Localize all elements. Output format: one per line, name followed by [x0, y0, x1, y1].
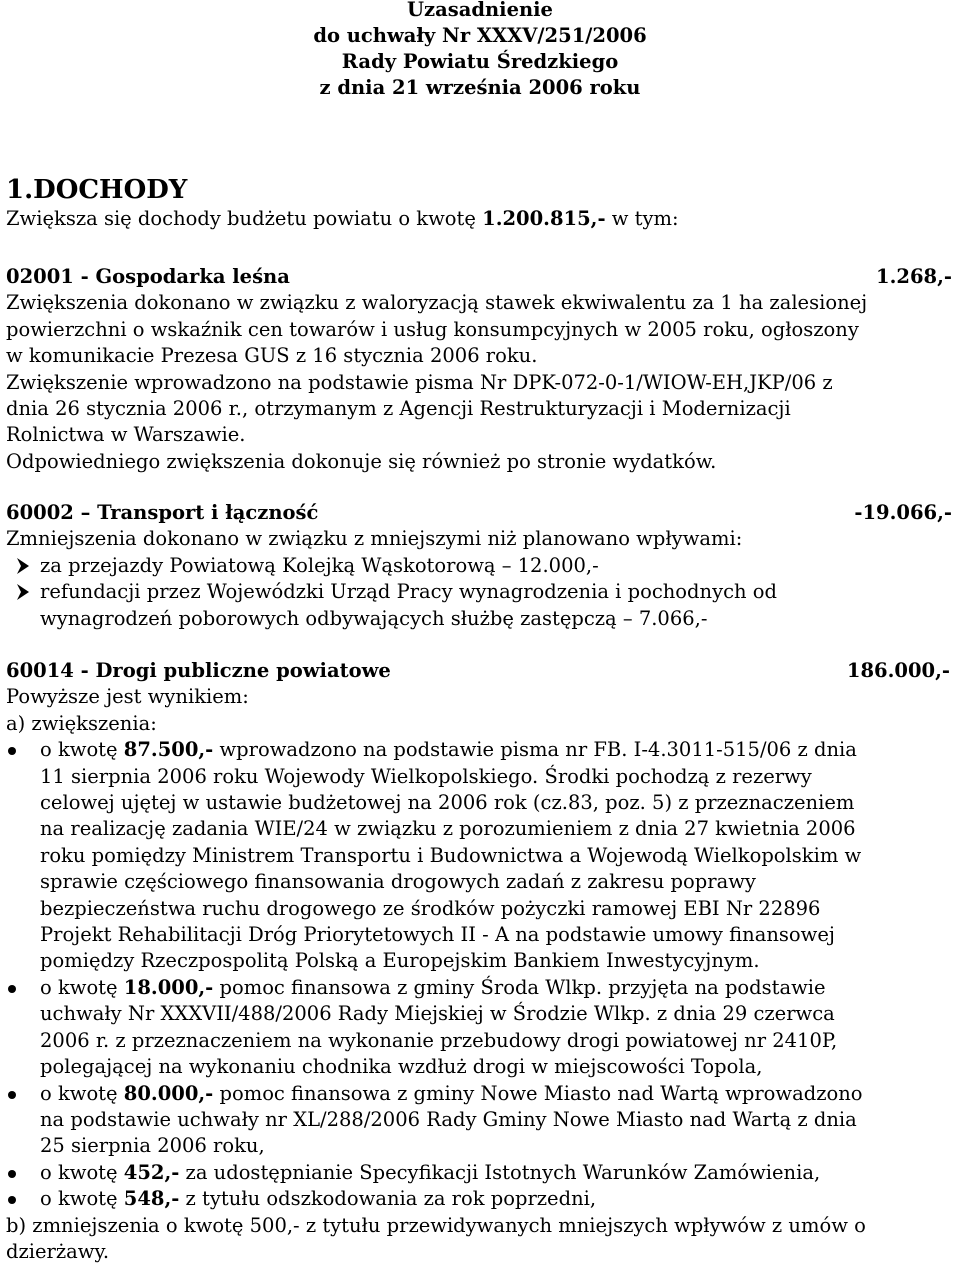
- text-line: [40, 975, 956, 1001]
- text-line: uchwały Nr XXXVII/488/2006 Rady Miejskiej w Środzie Wlkp. z dnia 29 czerwca: [40, 1002, 835, 1026]
- section-income: [6, 176, 956, 232]
- amount-value: 548,-: [123, 1187, 180, 1211]
- text-line: [40, 737, 956, 763]
- paragraph: [6, 290, 956, 369]
- result-line: Powyższe jest wynikiem:: [6, 685, 249, 709]
- text-line: Zwiększenia dokonano w związku z waloryzacją stawek ekwiwalentu za 1 ha zalesionej: [6, 291, 868, 315]
- text-line: Zwiększenie wprowadzono na podstawie pisma Nr DPK-072-0-1/WIOW-EH,JKP/06 z: [6, 370, 833, 394]
- text-line: 2006 r. z przeznaczeniem na wykonanie przebudowy drogi powiatowej nr 2410P,: [40, 1028, 838, 1052]
- text-line: Projekt Rehabilitacji Dróg Priorytetowych II - A na podstawie umowy finansowej: [40, 923, 835, 947]
- arrow-list: [6, 553, 956, 632]
- text-line: roku pomiędzy Ministrem Transportu i Budownictwa a Wojewodą Wielkopolskim w: [40, 843, 862, 867]
- amount-prefix: o kwotę: [40, 738, 124, 762]
- amount-prefix: o kwotę: [40, 1187, 124, 1211]
- amount-value: 87.500,-: [123, 738, 214, 762]
- block-heading-row: [6, 500, 956, 526]
- text-line: w komunikacie Prezesa GUS z 16 stycznia 2006 roku.: [6, 344, 538, 368]
- intro-text: Zwiększa się dochody budżetu powiatu o kwotę: [6, 207, 483, 230]
- block-title: 60014 - Drogi publiczne powiatowe: [6, 659, 391, 682]
- block-title: 02001 - Gospodarka leśna: [6, 265, 290, 288]
- amount-prefix: o kwotę: [40, 975, 124, 999]
- text-line: Rolnictwa w Warszawie.: [6, 423, 246, 447]
- paragraph: [6, 370, 956, 449]
- intro-suffix: w tym:: [605, 207, 679, 230]
- arrow-bullet-icon: [6, 579, 36, 609]
- text-line: 25 sierpnia 2006 roku,: [40, 1134, 265, 1158]
- section-intro: [6, 206, 956, 232]
- text-line: powierzchni o wskaźnik cen towarów i usług konsumpcyjnych w 2005 roku, ogłoszony: [6, 317, 859, 341]
- bullet-list: [6, 737, 956, 1212]
- text-line: polegającej na wykonaniu chodnika wzdłuż drogi w miejscowości Topola,: [40, 1055, 763, 1079]
- text-line: na podstawie uchwały nr XL/288/2006 Rady Gminy Nowe Miasto nad Wartą z dnia: [40, 1107, 857, 1131]
- document-header: [40, 0, 920, 101]
- amount-description: za udostępnianie Specyfikacji Istotnych Warunków Zamówienia,: [179, 1160, 821, 1184]
- bullet-list-item: [6, 975, 956, 1081]
- text-line: na realizację zadania WIE/24 w związku z porozumieniem z dnia 27 kwietnia 2006: [40, 817, 856, 841]
- amount-description: z tytułu odszkodowania za rok poprzedni,: [179, 1187, 597, 1211]
- text-line: [40, 1186, 956, 1212]
- text-line: celowej ujętej w ustawie budżetowej na 2006 rok (cz.83, poz. 5) z przeznaczeniem: [40, 791, 855, 815]
- intro-amount: 1.200.815,-: [482, 207, 606, 230]
- text-line: za przejazdy Powiatową Kolejką Wąskotorową – 12.000,-: [40, 553, 599, 577]
- decrease-paragraph: [6, 1213, 956, 1266]
- block-60014: [6, 658, 956, 1265]
- block-60002: [6, 500, 956, 632]
- block-amount: -19.066,-: [854, 501, 952, 524]
- paragraph: Odpowiedniego zwiększenia dokonuje się również po stronie wydatków.: [6, 449, 717, 473]
- block-amount: 186.000,-: [846, 659, 950, 682]
- bullet-dot-icon: [8, 1196, 16, 1204]
- bullet-dot-icon: [8, 747, 16, 755]
- bullet-list-item: [6, 1081, 956, 1160]
- text-line: [40, 1160, 956, 1186]
- increase-label: a) zwiększenia:: [6, 711, 157, 735]
- text-line: dzierżawy.: [6, 1239, 110, 1263]
- text-line: dnia 26 stycznia 2006 r., otrzymanym z Agencji Restrukturyzacji i Modernizacji: [6, 397, 791, 421]
- amount-prefix: o kwotę: [40, 1081, 124, 1105]
- text-line: 11 sierpnia 2006 roku Wojewody Wielkopolskiego. Środki pochodzą z rezerwy: [40, 764, 812, 788]
- text-line: bezpieczeństwa ruchu drogowego ze środków pożyczki ramowej EBI Nr 22896: [40, 896, 821, 920]
- text-line: [40, 1081, 956, 1107]
- amount-description: pomoc finansowa z gminy Środa Wlkp. przyjęta na podstawie: [213, 975, 826, 999]
- amount-prefix: o kwotę: [40, 1160, 124, 1184]
- amount-value: 452,-: [123, 1160, 180, 1184]
- header-resolution: do uchwały Nr XXXV/251/2006: [313, 24, 647, 47]
- bullet-dot-icon: [8, 985, 16, 993]
- text-line: sprawie częściowego finansowania drogowych zadań z zakresu poprawy: [40, 870, 756, 894]
- header-council: Rady Powiatu Średzkiego: [341, 50, 619, 73]
- header-title: Uzasadnienie: [407, 0, 553, 21]
- bullet-list-item: [6, 1160, 956, 1186]
- block-heading-row: [6, 264, 956, 290]
- bullet-dot-icon: [8, 1091, 16, 1099]
- block-02001: [6, 264, 956, 475]
- amount-value: 80.000,-: [123, 1081, 214, 1105]
- block-intro: Zmniejszenia dokonano w związku z mniejszymi niż planowano wpływami:: [6, 527, 743, 551]
- bullet-dot-icon: [8, 1170, 16, 1178]
- section-heading: 1.DOCHODY: [6, 175, 188, 205]
- text-line: b) zmniejszenia o kwotę 500,- z tytułu przewidywanych mniejszych wpływów z umów o: [6, 1213, 866, 1237]
- amount-value: 18.000,-: [123, 975, 214, 999]
- text-line: pomiędzy Rzeczpospolitą Polską a Europejskim Bankiem Inwestycyjnym.: [40, 949, 760, 973]
- bullet-list-item: [6, 737, 956, 975]
- arrow-list-item: [6, 553, 956, 579]
- text-line: wynagrodzeń poborowych odbywających służbę zastępczą – 7.066,-: [40, 606, 708, 630]
- text-line: refundacji przez Wojewódzki Urząd Pracy wynagrodzenia i pochodnych od: [40, 580, 778, 604]
- block-amount: 1.268,-: [876, 265, 952, 288]
- block-heading-row: [6, 658, 956, 684]
- header-date: z dnia 21 września 2006 roku: [319, 76, 641, 99]
- block-title: 60002 – Transport i łączność: [6, 501, 319, 524]
- amount-description: pomoc finansowa z gminy Nowe Miasto nad Wartą wprowadzono: [213, 1081, 863, 1105]
- amount-description: wprowadzono na podstawie pisma nr FB. I-4.3011-515/06 z dnia: [213, 738, 857, 762]
- arrow-list-item: [6, 579, 956, 632]
- bullet-list-item: [6, 1186, 956, 1212]
